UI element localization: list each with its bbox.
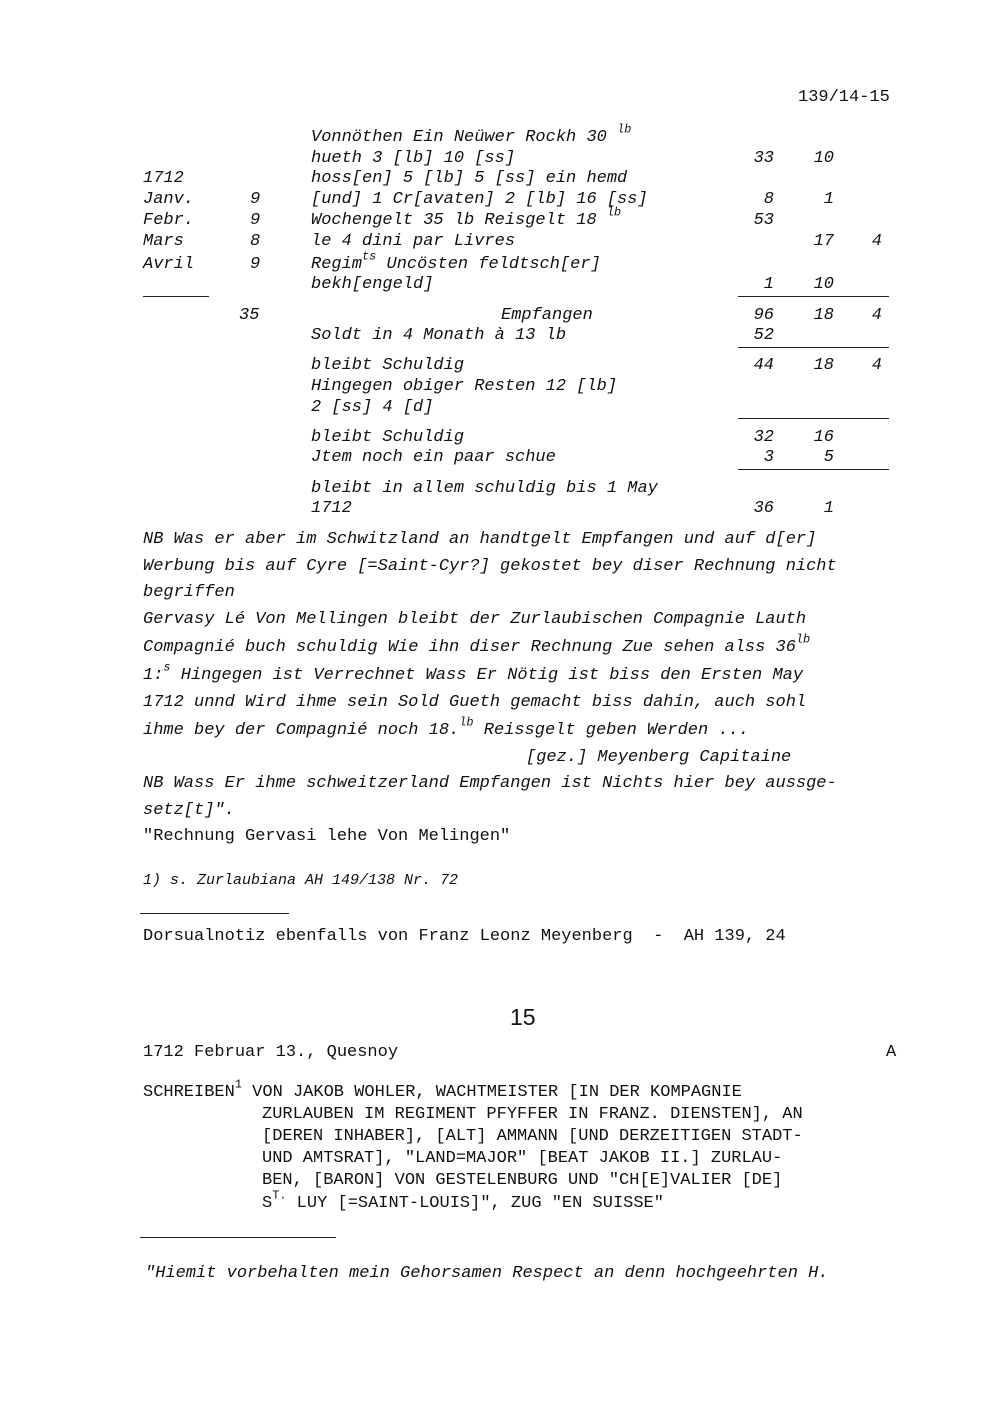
letter-quote: "Hiemit vorbehalten mein Gehorsamen Respect an denn hochgeehrten H. [145,1264,829,1283]
ledger-entry: Soldt in 4 Monath à 13 lb [311,326,567,345]
ledger-days: 8 [250,232,261,251]
ledger-entry: hueth 3 [lb] 10 [ss] [311,149,516,168]
ledger-month: Janv. [143,190,195,209]
ledger-entry: Wochengelt 35 lb Reisgelt 18 $^{lb}$ [311,205,622,230]
ledger-entry: bleibt in allem schuldig bis 1 May [311,479,658,498]
amount-pounds: 33 [753,149,774,168]
amount-shillings: 17 [813,232,834,251]
ledger-entry: Regim$^{ts}$ Uncösten feldtsch[er] [311,249,601,274]
ledger-entry: Vonnöthen Ein Neüwer Rockh 30 $^{lb}$ [311,122,632,147]
footnote: 1) s. Zurlaubiana AH 149/138 Nr. 72 [143,872,459,889]
ledger-entry: hoss[en] 5 [lb] 5 [ss] ein hemd [311,169,628,188]
document-type-letter: A [886,1043,897,1062]
regest-line: ZURLAUBEN IM REGIMENT PFYFFER IN FRANZ. DIENSTEN], AN [262,1105,803,1124]
amount-shillings: 1 [823,190,834,209]
statement-line: 1712 unnd Wird ihme sein Sold Gueth gemacht biss dahin, auch sohl [143,693,807,712]
signature: [gez.] Meyenberg Capitaine [526,748,792,767]
regest-line: UND AMTSRAT], "LAND=MAJOR" [BEAT JAKOB II.] ZURLAU- [262,1149,783,1168]
ledger-month: Febr. [143,211,195,230]
amount-shillings: 10 [813,149,834,168]
ledger-entry: le 4 dini par Livres [311,232,516,251]
regest-line: SCHREIBEN$^1$ VON JAKOB WOHLER, WACHTMEISTER [IN DER KOMPAGNIE [143,1077,742,1102]
ledger-month: Avril [143,255,195,274]
nota-bene-line: NB Was er aber im Schwitzland an handtgelt Empfangen und auf d[er] [143,530,817,549]
page-reference: 139/14-15 [798,88,890,107]
ledger-entry: bleibt Schuldig [311,356,465,375]
regest-line: BEN, [BARON] VON GESTELENBURG UND "CH[E]VALIER [DE] [262,1171,783,1190]
amount-pounds: 44 [753,356,774,375]
amount-shillings: 18 [813,306,834,325]
amount-pounds: 96 [753,306,774,325]
sum-rule [738,469,889,470]
amount-pounds: 53 [753,211,774,230]
document-number: 15 [510,1004,536,1030]
ledger-entry: Jtem noch ein paar schue [311,448,556,467]
amount-pounds: 36 [753,499,774,518]
amount-pence: 4 [871,356,882,375]
statement-line: Gervasy Lé Von Mellingen bleibt der Zurlaubischen Compagnie Lauth [143,610,807,629]
ledger-days: 9 [250,255,261,274]
ledger-entry: 2 [ss] 4 [d] [311,398,434,417]
divider [140,913,289,914]
ledger-entry: [und] 1 Cr[avaten] 2 [lb] 16 [ss] [311,190,648,209]
amount-shillings: 18 [813,356,834,375]
amount-pence: 4 [871,232,882,251]
amount-shillings: 1 [823,499,834,518]
ledger-entry: 1712 [311,499,352,518]
sum-rule [738,418,889,419]
sum-rule [738,296,889,297]
amount-shillings: 10 [813,275,834,294]
ledger-entry: bekh[engeld] [311,275,434,294]
nota-bene-line: begriffen [143,583,235,602]
ledger-received-label: Empfangen [501,306,593,325]
regest-line: $S^{T.}$ LUY [=SAINT-LOUIS]", ZUG "EN SUISSE" [262,1188,664,1213]
ledger-days: 9 [250,211,261,230]
statement-line: ihme bey der Compagnié noch 18.$^{lb}$ Reissgelt geben Werden ... [143,715,749,740]
amount-shillings: 16 [813,428,834,447]
days-total-rule [143,296,209,297]
nota-bene-line: setz[t]". [143,801,235,820]
amount-shillings: 5 [823,448,834,467]
document-title-quote: "Rechnung Gervasi lehe Von Melingen" [143,827,511,846]
divider [140,1237,336,1238]
amount-pounds: 3 [763,448,774,467]
statement-line: Compagnié buch schuldig Wie ihn diser Rechnung Zue sehen alss $36^{lb}$ [143,632,811,657]
ledger-year: 1712 [143,169,184,188]
nota-bene-line: Werbung bis auf Cyre [=Saint-Cyr?] gekostet bey diser Rechnung nicht [143,557,837,576]
ledger-entry: Hingegen obiger Resten 12 [lb] [311,377,618,396]
ledger-days: 9 [250,190,261,209]
ledger-month: Mars [143,232,184,251]
amount-pounds: 52 [753,326,774,345]
date-place: 1712 Februar 13., Quesnoy [143,1043,399,1062]
amount-pounds: 1 [763,275,774,294]
ledger-entry: bleibt Schuldig [311,428,465,447]
nota-bene-line: NB Wass Er ihme schweitzerland Empfangen ist Nichts hier bey aussge- [143,774,837,793]
statement-line: 1:$^s$ Hingegen ist Verrechnet Wass Er Nötig ist biss den Ersten May [143,660,804,685]
amount-pounds: 32 [753,428,774,447]
amount-pounds: 8 [763,190,774,209]
ledger-days-total: 35 [239,306,260,325]
amount-pence: 4 [871,306,882,325]
dorsal-note: Dorsualnotiz ebenfalls von Franz Leonz Meyenberg - AH 139, 24 [143,927,786,946]
sum-rule [738,347,889,348]
regest-line: [DEREN INHABER], [ALT] AMMANN [UND DERZEITIGEN STADT- [262,1127,803,1146]
